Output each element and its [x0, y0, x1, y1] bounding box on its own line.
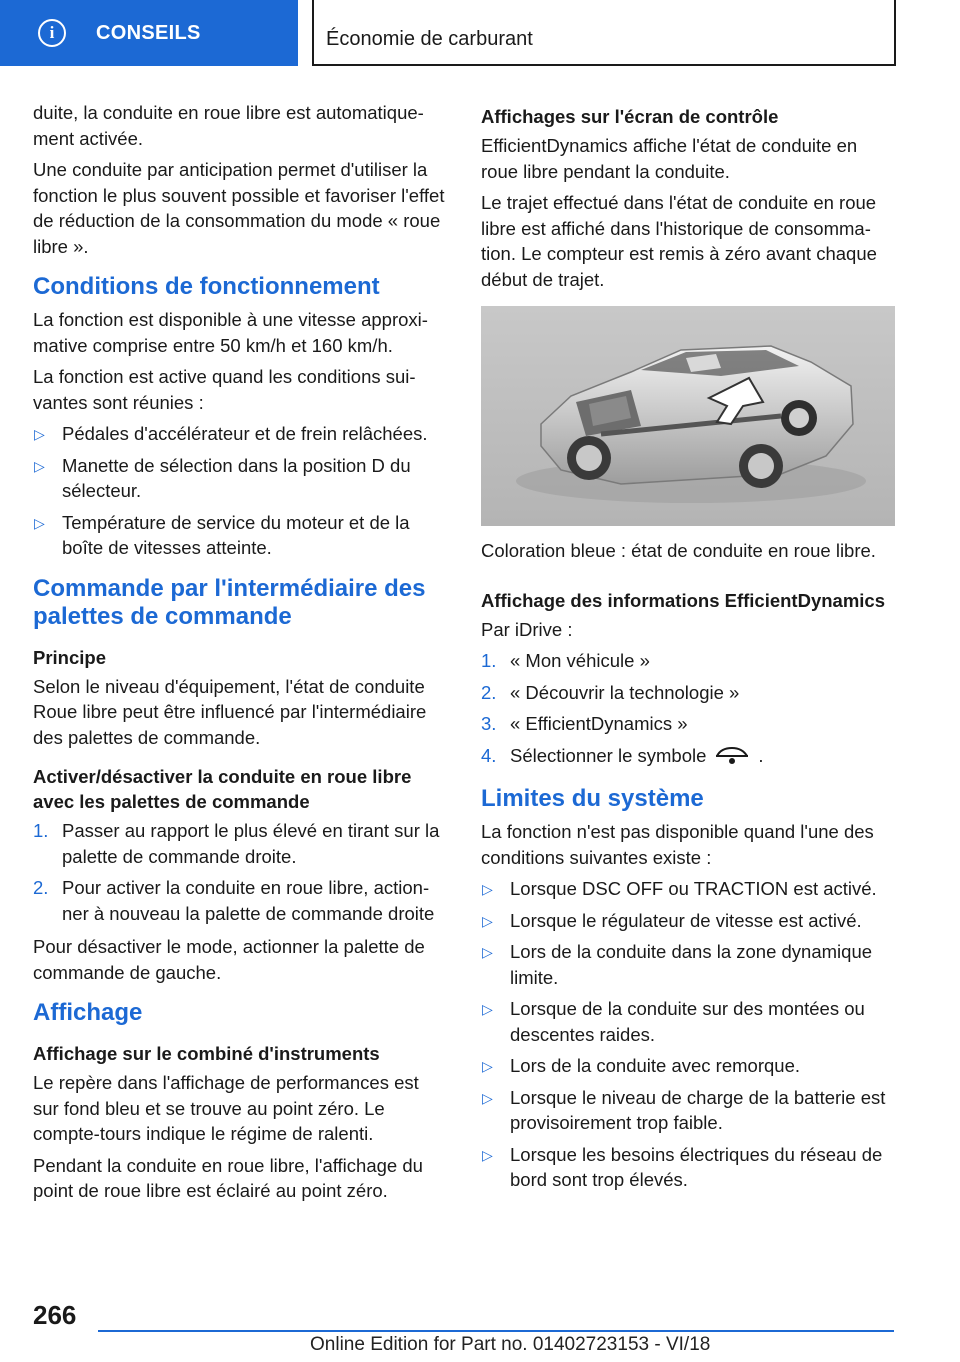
subheading-infos: Affichage des informations EfficientDynamics	[481, 589, 886, 611]
paragraph: Le repère dans l'affichage de performances est sur fond bleu et se trouve au point zéro. Le compte-tours indique le régime de ralenti.	[33, 1072, 419, 1144]
activation-steps	[33, 818, 447, 926]
list-item: 3. « EfficientDynamics »	[481, 713, 688, 734]
list-item: 1. Passer au rapport le plus élevé en tirant sur la palette de commande droite.	[33, 820, 440, 867]
page-number: 266	[33, 1300, 77, 1330]
paragraph: La fonction n'est pas disponible quand l'une des conditions suivantes existe :	[481, 821, 874, 868]
section-heading-limites: Limites du système	[481, 785, 704, 812]
paragraph: La fonction est disponible à une vitesse approximative comprise entre 50 km/h et 160 km/h.	[33, 309, 428, 356]
triangle-bullet-icon: ▷	[482, 1146, 493, 1163]
conditions-list	[33, 421, 447, 561]
car-cutaway-image	[481, 306, 895, 526]
triangle-bullet-icon: ▷	[34, 514, 45, 531]
car-illustration	[481, 306, 895, 526]
list-item: ▷ Température de service du moteur et de la boîte de vitesses atteinte.	[34, 511, 410, 558]
list-item: ▷ Lorsque les besoins électriques du réseau de bord sont trop élevés.	[482, 1143, 883, 1190]
triangle-bullet-icon: ▷	[34, 426, 45, 442]
list-item: ▷ Lors de la conduite avec remorque.	[481, 1053, 895, 1079]
list-item: 4. Sélectionner le symbole .	[481, 743, 895, 772]
footer-edition: Online Edition for Part no. 01402723153 - VI/18	[310, 1334, 711, 1355]
list-item: 2. « Découvrir la technologie »	[481, 681, 740, 703]
list-item: ▷ Manette de sélection dans la position D du sélecteur.	[34, 454, 411, 501]
footer-divider	[98, 1330, 894, 1332]
header-title-box	[312, 0, 896, 66]
header-tab	[0, 0, 298, 66]
list-item: 2. Pour activer la conduite en roue libre, actionner à nouveau la palette de commande droite	[33, 877, 435, 924]
triangle-bullet-icon: ▷	[482, 944, 493, 960]
paragraph: La fonction est active quand les conditions suivantes sont réunies :	[33, 366, 416, 413]
idrive-steps	[481, 648, 895, 771]
triangle-bullet-icon: ▷	[482, 1089, 493, 1106]
triangle-bullet-icon: ▷	[482, 881, 493, 897]
list-item: ▷ Pédales d'accélérateur et de frein relâchées.	[33, 421, 447, 447]
paragraph: Pour désactiver le mode, actionner la palette de commande de gauche.	[33, 936, 425, 983]
right-column	[481, 100, 895, 1201]
section-heading-commande: Commande par l'intermédiaire des palettes de commande	[33, 574, 426, 630]
page-title: Économie de carburant	[326, 28, 533, 50]
triangle-bullet-icon: ▷	[34, 457, 45, 474]
paragraph: Une conduite par anticipation permet d'utiliser la fonction le plus souvent possible et favoriser l'effet de réduction de la consommation du mode « roue libre ».	[33, 159, 445, 257]
triangle-bullet-icon: ▷	[482, 912, 493, 929]
section-heading-affichage: Affichage	[33, 999, 143, 1026]
list-item: 1. « Mon véhicule »	[481, 650, 650, 671]
info-icon: i	[38, 19, 66, 47]
figure-caption: Coloration bleue : état de conduite en roue libre.	[481, 540, 876, 561]
subheading-principe: Principe	[33, 646, 106, 668]
subheading-ecran: Affichages sur l'écran de contrôle	[481, 106, 779, 127]
subheading-combine: Affichage sur le combiné d'instruments	[33, 1043, 380, 1064]
paragraph: duite, la conduite en roue libre est automatiquement activée.	[33, 102, 424, 149]
paragraph: Par iDrive :	[481, 618, 573, 640]
limits-list	[481, 876, 895, 1193]
paragraph: EfficientDynamics affiche l'état de conduite en roue libre pendant la conduite.	[481, 135, 858, 182]
header-tab-label: CONSEILS	[96, 21, 201, 44]
triangle-bullet-icon: ▷	[482, 1058, 493, 1074]
list-item: ▷ Lorsque DSC OFF ou TRACTION est activé.	[481, 876, 895, 902]
subheading-activer: Activer/désactiver la conduite en roue libre avec les palettes de commande	[33, 766, 412, 812]
triangle-bullet-icon: ▷	[482, 1001, 493, 1017]
list-item: ▷ Lorsque le niveau de charge de la batterie est provisoirement trop faible.	[482, 1086, 886, 1133]
car-efficiency-symbol-icon	[714, 743, 750, 772]
list-item: ▷ Lorsque de la conduite sur des montées ou descentes raides.	[482, 998, 865, 1045]
list-item: ▷ Lorsque le régulateur de vitesse est activé.	[481, 908, 895, 934]
paragraph: Pendant la conduite en roue libre, l'affichage du point de roue libre est éclairé au point zéro.	[33, 1154, 423, 1201]
section-heading-conditions: Conditions de fonctionnement	[33, 273, 380, 300]
paragraph: Selon le niveau d'équipement, l'état de conduite Roue libre peut être influencé par l'intermédiaire des palettes de commande.	[33, 675, 427, 748]
list-item: ▷ Lors de la conduite dans la zone dynamique limite.	[482, 941, 873, 988]
left-column	[33, 100, 447, 1210]
paragraph: Le trajet effectué dans l'état de conduite en roue libre est affiché dans l'historique de consommation. Le compteur est remis à zéro avant chaque début de trajet.	[481, 192, 877, 290]
